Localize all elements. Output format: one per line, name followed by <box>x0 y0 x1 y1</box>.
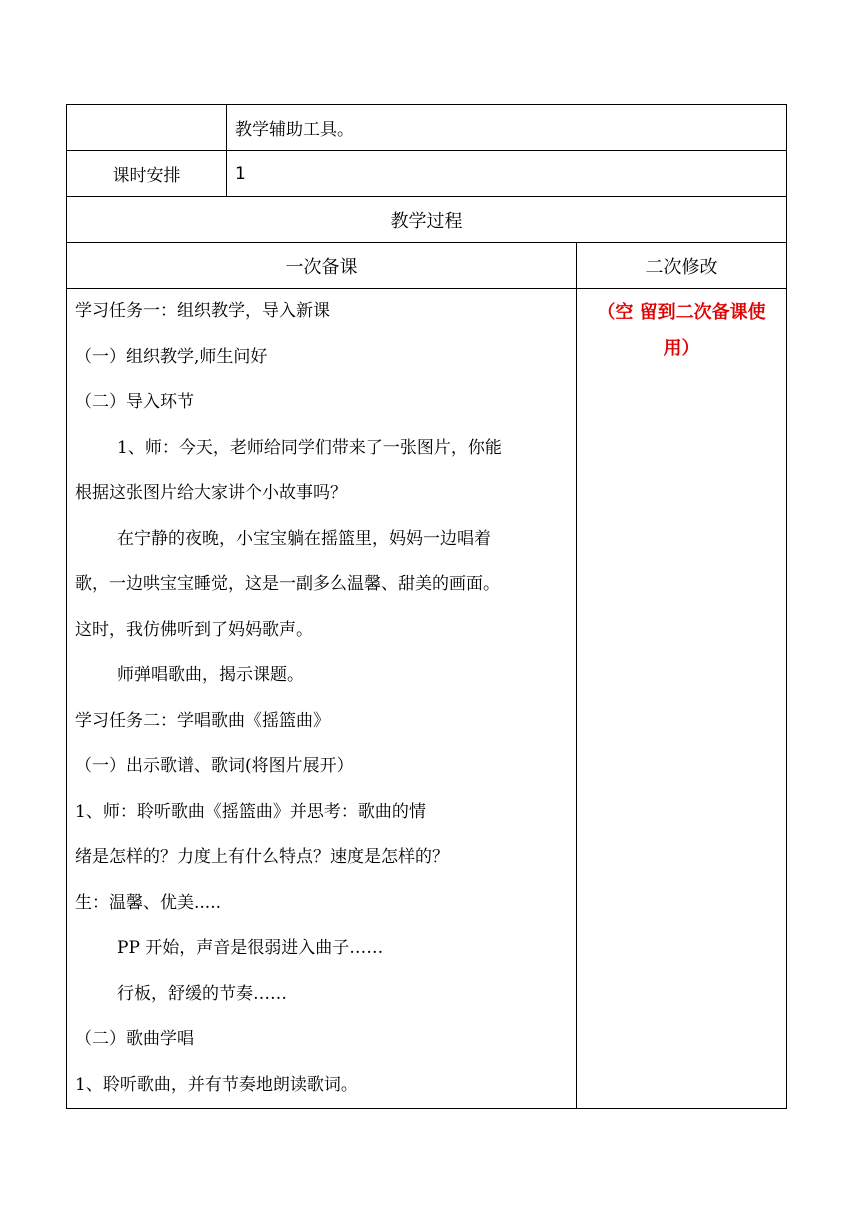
content-line: 1、师：今天，老师给同学们带来了一张图片，你能 <box>117 437 502 458</box>
content-line: （一）组织教学,师生问好 <box>75 346 268 367</box>
content-line: 1、聆听歌曲，并有节奏地朗读歌词。 <box>75 1074 358 1095</box>
revision-note <box>577 289 787 1109</box>
content-line: 歌，一边哄宝宝睡觉，这是一副多么温馨、甜美的画面。 <box>75 574 500 594</box>
first-prep-header: 一次备课 <box>67 243 577 289</box>
content-line: 学习任务一：组织教学，导入新课 <box>75 301 330 321</box>
content-line: 学习任务二：学唱歌曲《摇篮曲》 <box>75 710 330 731</box>
content-line: （二）导入环节 <box>75 392 194 412</box>
content-line: 行板，舒缓的节奏…… <box>117 983 287 1004</box>
process-row <box>67 197 787 243</box>
process-title: 教学过程 <box>67 197 787 243</box>
tools-row <box>67 105 787 151</box>
revision-note-line: （空 留到二次备课使 <box>597 302 766 323</box>
content-line: 在宁静的夜晚，小宝宝躺在摇篮里，妈妈一边唱着 <box>117 528 491 549</box>
content-line: 这时，我仿佛听到了妈妈歌声。 <box>75 619 313 640</box>
first-prep-content <box>67 289 577 1109</box>
hours-label: 课时安排 <box>67 151 227 197</box>
content-line: 师弹唱歌曲，揭示课题。 <box>117 665 304 685</box>
content-line: 绪是怎样的？力度上有什么特点？速度是怎样的？ <box>75 847 449 867</box>
hours-value: 1 <box>227 151 787 197</box>
content-line: 生：温馨、优美..... <box>75 892 222 913</box>
tools-value: 教学辅助工具。 <box>227 105 787 151</box>
content-line: 根据这张图片给大家讲个小故事吗？ <box>75 483 347 503</box>
content-line: （一）出示歌谱、歌词(将图片展开） <box>75 756 354 776</box>
content-line: （二）歌曲学唱 <box>75 1029 194 1049</box>
revision-header: 二次修改 <box>577 243 787 289</box>
column-header-row <box>67 243 787 289</box>
content-line: PP 开始，声音是很弱进入曲子…… <box>117 938 384 958</box>
revision-note-line: 用） <box>663 338 700 359</box>
tools-label <box>67 105 227 151</box>
content-line: 1、师：聆听歌曲《摇篮曲》并思考：歌曲的情 <box>75 801 426 822</box>
lesson-plan-table <box>66 104 786 1109</box>
hours-row <box>67 151 787 197</box>
content-row <box>67 289 787 1109</box>
